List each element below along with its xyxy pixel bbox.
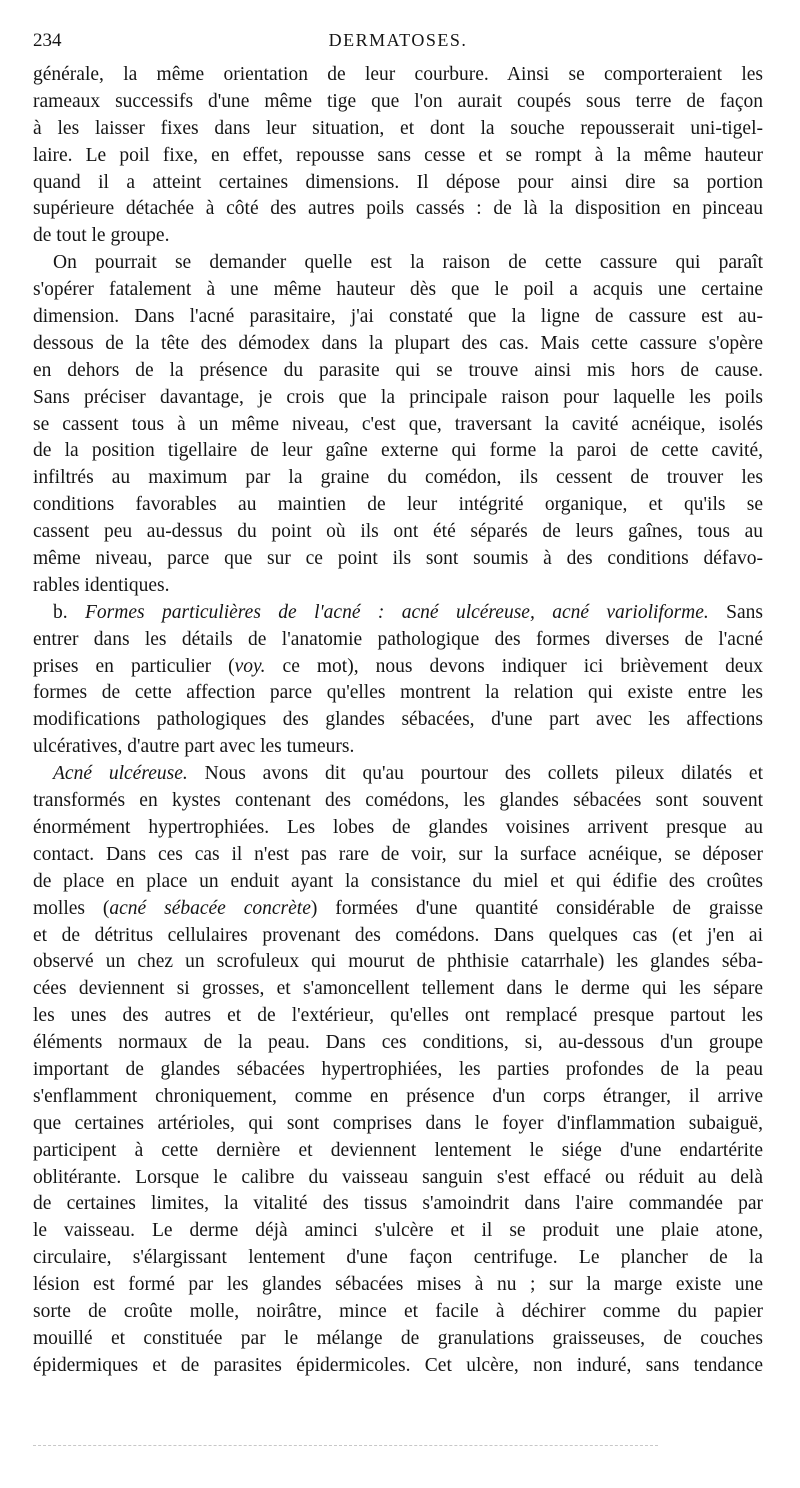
- text-line: éléments normaux de la peau. Dans ces conditions, si, au-dessous d'un groupe: [33, 1032, 763, 1054]
- text-run: prises en particulier (: [33, 655, 235, 677]
- text-line: dimension. Dans l'acné parasitaire, j'ai constaté que la ligne de cassure est au-: [33, 306, 763, 328]
- text-line: sorte de croûte molle, noirâtre, mince et facile à déchirer comme du papier: [33, 1300, 763, 1322]
- text-run: molles (: [33, 897, 110, 919]
- page-number: 234: [33, 30, 62, 51]
- text-run: ce mot), nous devons indiquer ici brièvement deux: [265, 655, 763, 677]
- running-title: DERMATOSES.: [328, 30, 468, 50]
- text-line: générale, la même orientation de leur courbure. Ainsi se comporteraient les: [33, 64, 763, 85]
- italic-text: acné sébacée concrète: [109, 897, 311, 919]
- text-line: important de glandes sébacées hypertrophiées, les parties profondes de la peau: [33, 1058, 763, 1080]
- text-line: cassent peu au-dessus du point où ils ont été séparés de leurs gaînes, tous au: [33, 521, 763, 543]
- text-line: laire. Le poil fixe, en effet, repousse sans cesse et se rompt à la même hauteur: [33, 144, 763, 166]
- text-line: les unes des autres et de l'extérieur, qu'elles ont remplacé presque partout les: [33, 1005, 763, 1027]
- text-line: se cassent tous à un même niveau, c'est que, traversant la cavité acnéique, isolés: [33, 413, 763, 435]
- text-line: rameaux successifs d'une même tige que l'on aurait coupés sous terre de façon: [33, 90, 763, 112]
- text-line: de la position tigellaire de leur gaîne externe qui forme la paroi de cette cavité,: [33, 440, 763, 462]
- text-line: ulcératives, d'autre part avec les tumeurs.: [33, 736, 355, 758]
- text-line: dessous de la tête des démodex dans la plupart des cas. Mais cette cassure s'opère: [33, 332, 763, 354]
- text-line: transformés en kystes contenant des comédons, les glandes sébacées sont souvent: [33, 790, 763, 812]
- footer-rule: [33, 1445, 658, 1446]
- text-line: de place en place un enduit ayant la consistance du miel et qui édifie des croûtes: [33, 870, 763, 892]
- text-line: énormément hypertrophiées. Les lobes de glandes voisines arrivent presque au: [33, 816, 763, 838]
- text-line: participent à cette dernière et deviennent lentement le siége d'une endartérite: [33, 1139, 763, 1161]
- text-line: que certaines artérioles, qui sont comprises dans le foyer d'inflammation subaiguë,: [33, 1112, 763, 1134]
- text-line: mouillé et constituée par le mélange de granulations graisseuses, de couches: [33, 1327, 763, 1349]
- text-line: On pourrait se demander quelle est la raison de cette cassure qui paraît: [53, 252, 763, 274]
- text-line: infiltrés au maximum par la graine du comédon, ils cessent de trouver les: [33, 467, 763, 489]
- text-line: de certaines limites, la vitalité des tissus s'amoindrit dans l'aire commandée par: [33, 1193, 763, 1215]
- text-run: Nous avons dit qu'au pourtour des collets pileux dilatés et: [187, 763, 764, 785]
- text-run: b.: [53, 601, 86, 623]
- text-line: de tout le groupe.: [33, 225, 170, 247]
- italic-text: Formes particulières de l'acné : acné ulcéreuse, acné varioliforme.: [85, 601, 709, 623]
- text-line: contact. Dans ces cas il n'est pas rare de voir, sur la surface acnéique, se déposer: [33, 843, 763, 865]
- italic-text: Acné ulcéreuse.: [53, 763, 188, 785]
- text-line: [33, 600, 763, 627]
- text-line: modifications pathologiques des glandes sébacées, d'une part avec les affections: [33, 709, 763, 731]
- text-line: le vaisseau. Le derme déjà aminci s'ulcère et il se produit une plaie atone,: [33, 1220, 763, 1242]
- text-line: épidermiques et de parasites épidermicoles. Cet ulcère, non induré, sans tendance: [33, 1354, 763, 1376]
- text-line: oblitérante. Lorsque le calibre du vaisseau sanguin s'est effacé ou réduit au delà: [33, 1166, 763, 1188]
- text-line: entrer dans les détails de l'anatomie pathologique des formes diverses de l'acné: [33, 628, 763, 650]
- text-line: circulaire, s'élargissant lentement d'une façon centrifuge. Le plancher de la: [33, 1247, 763, 1269]
- text-line: en dehors de la présence du parasite qui se trouve ainsi mis hors de cause.: [33, 359, 763, 381]
- text-line: rables identiques.: [33, 574, 170, 596]
- text-line: [33, 896, 763, 923]
- text-line: cées deviennent si grosses, et s'amoncellent tellement dans le derme qui les sépare: [33, 978, 763, 1000]
- text-line: quand il a atteint certaines dimensions. Il dépose pour ainsi dire sa portion: [33, 171, 763, 193]
- text-line: conditions favorables au maintien de leur intégrité organique, et qu'ils se: [33, 494, 763, 516]
- text-line: formes de cette affection parce qu'elles montrent la relation qui existe entre les: [33, 682, 763, 704]
- text-line: à les laisser fixes dans leur situation, et dont la souche repousserait uni-tigel-: [33, 117, 763, 139]
- page-header: [33, 30, 763, 54]
- text-line: [33, 761, 763, 788]
- text-line: supérieure détachée à côté des autres poils cassés : de là la disposition en pinceau: [33, 198, 763, 220]
- text-line: s'opérer fatalement à une même hauteur dès que le poil a acquis une certaine: [33, 279, 763, 301]
- text-line: et de détritus cellulaires provenant des comédons. Dans quelques cas (et j'en ai: [33, 924, 763, 946]
- text-line: lésion est formé par les glandes sébacées mises à nu ; sur la marge existe une: [33, 1274, 763, 1296]
- text-line: Sans préciser davantage, je crois que la principale raison pour laquelle les poils: [33, 386, 763, 408]
- italic-text: voy.: [234, 655, 266, 677]
- text-run: ) formées d'une quantité considérable de graisse: [310, 897, 763, 919]
- body-text: [33, 62, 763, 1380]
- text-line: même niveau, parce que sur ce point ils sont soumis à des conditions défavo-: [33, 548, 763, 570]
- text-line: s'enflamment chroniquement, comme en présence d'un corps étranger, il arrive: [33, 1085, 763, 1107]
- text-line: observé un chez un scrofuleux qui mourut de phthisie catarrhale) les glandes séba-: [33, 951, 763, 973]
- text-run: Sans: [708, 601, 764, 623]
- text-line: [33, 654, 763, 681]
